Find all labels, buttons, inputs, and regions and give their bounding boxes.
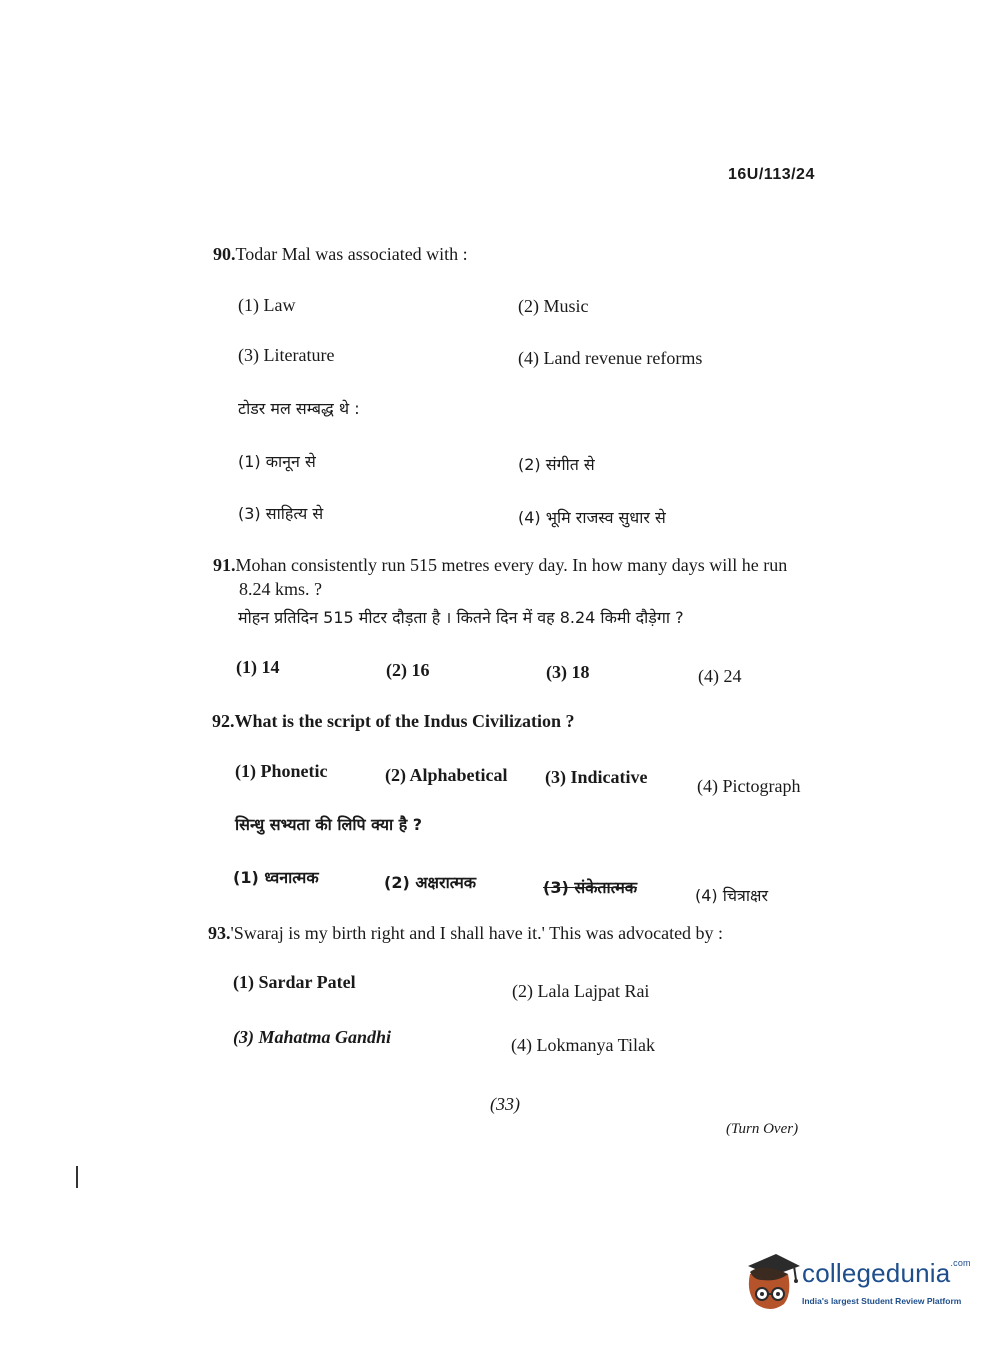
q90-option-2: (2) Music [518,296,589,316]
q90-hindi-option-3: (3) साहित्य से [238,504,324,523]
question-text: Mohan consistently run 515 metres every day. In how many days will he run [235,555,788,575]
question-91-line2: 8.24 kms. ? [239,579,322,599]
q92-option-3: (3) Indicative [545,767,648,787]
q92-hindi-option-3: (3) संकेतात्मक [543,878,638,897]
q91-option-1: (1) 14 [236,657,280,677]
q91-hindi-text: मोहन प्रतिदिन 515 मीटर दौड़ता है । कितने दिन में वह 8.24 किमी दौड़ेगा ? [238,608,684,627]
q91-option-2: (2) 16 [386,660,430,680]
q93-option-2: (2) Lala Lajpat Rai [512,981,650,1001]
logo-suffix: .com [950,1258,971,1268]
question-91 [213,555,787,576]
q93-option-4: (4) Lokmanya Tilak [511,1035,655,1055]
q90-option-1: (1) Law [238,295,296,315]
question-text: 'Swaraj is my birth right and I shall have it.' This was advocated by : [230,923,724,943]
q92-hindi-text: सिन्धु सभ्यता की लिपि क्या है ? [235,815,423,834]
scan-mark [76,1166,78,1188]
q90-hindi-option-1: (1) कानून से [238,452,316,471]
q92-option-1: (1) Phonetic [235,761,328,781]
q93-option-3: (3) Mahatma Gandhi [233,1027,392,1047]
question-text: Todar Mal was associated with : [235,244,468,264]
page-number: (33) [490,1094,520,1114]
q92-hindi-option-2: (2) अक्षरात्मक [384,873,477,892]
logo-wordmark [802,1258,971,1289]
q90-option-3: (3) Literature [238,345,335,365]
q93-option-1: (1) Sardar Patel [233,972,356,992]
graduate-mascot-icon [742,1252,800,1312]
collegedunia-logo [742,1252,971,1314]
question-93 [208,923,723,944]
logo-name: collegedunia [802,1258,951,1288]
q91-option-4: (4) 24 [698,666,742,686]
question-number: 91. [213,555,236,575]
q90-option-4: (4) Land revenue reforms [518,348,703,368]
q92-option-4: (4) Pictograph [697,776,801,796]
question-92 [212,711,575,732]
turn-over-note: (Turn Over) [726,1121,799,1137]
q90-hindi-option-4: (4) भूमि राजस्व सुधार से [518,508,666,527]
logo-tagline: India's largest Student Review Platform [802,1296,962,1306]
q92-hindi-option-4: (4) चित्राक्षर [695,886,769,905]
question-number: 90. [213,244,236,264]
q92-option-2: (2) Alphabetical [385,765,508,785]
q92-hindi-option-1: (1) ध्वनात्मक [233,868,319,887]
q90-hindi-text: टोडर मल सम्बद्ध थे : [238,399,360,418]
question-90 [213,244,468,265]
question-text: What is the script of the Indus Civilization ? [234,711,575,731]
q90-hindi-option-2: (2) संगीत से [518,455,595,474]
paper-code: 16U/113/24 [728,166,815,183]
question-number: 92. [212,711,235,731]
q91-option-3: (3) 18 [546,662,590,682]
question-number: 93. [208,923,231,943]
